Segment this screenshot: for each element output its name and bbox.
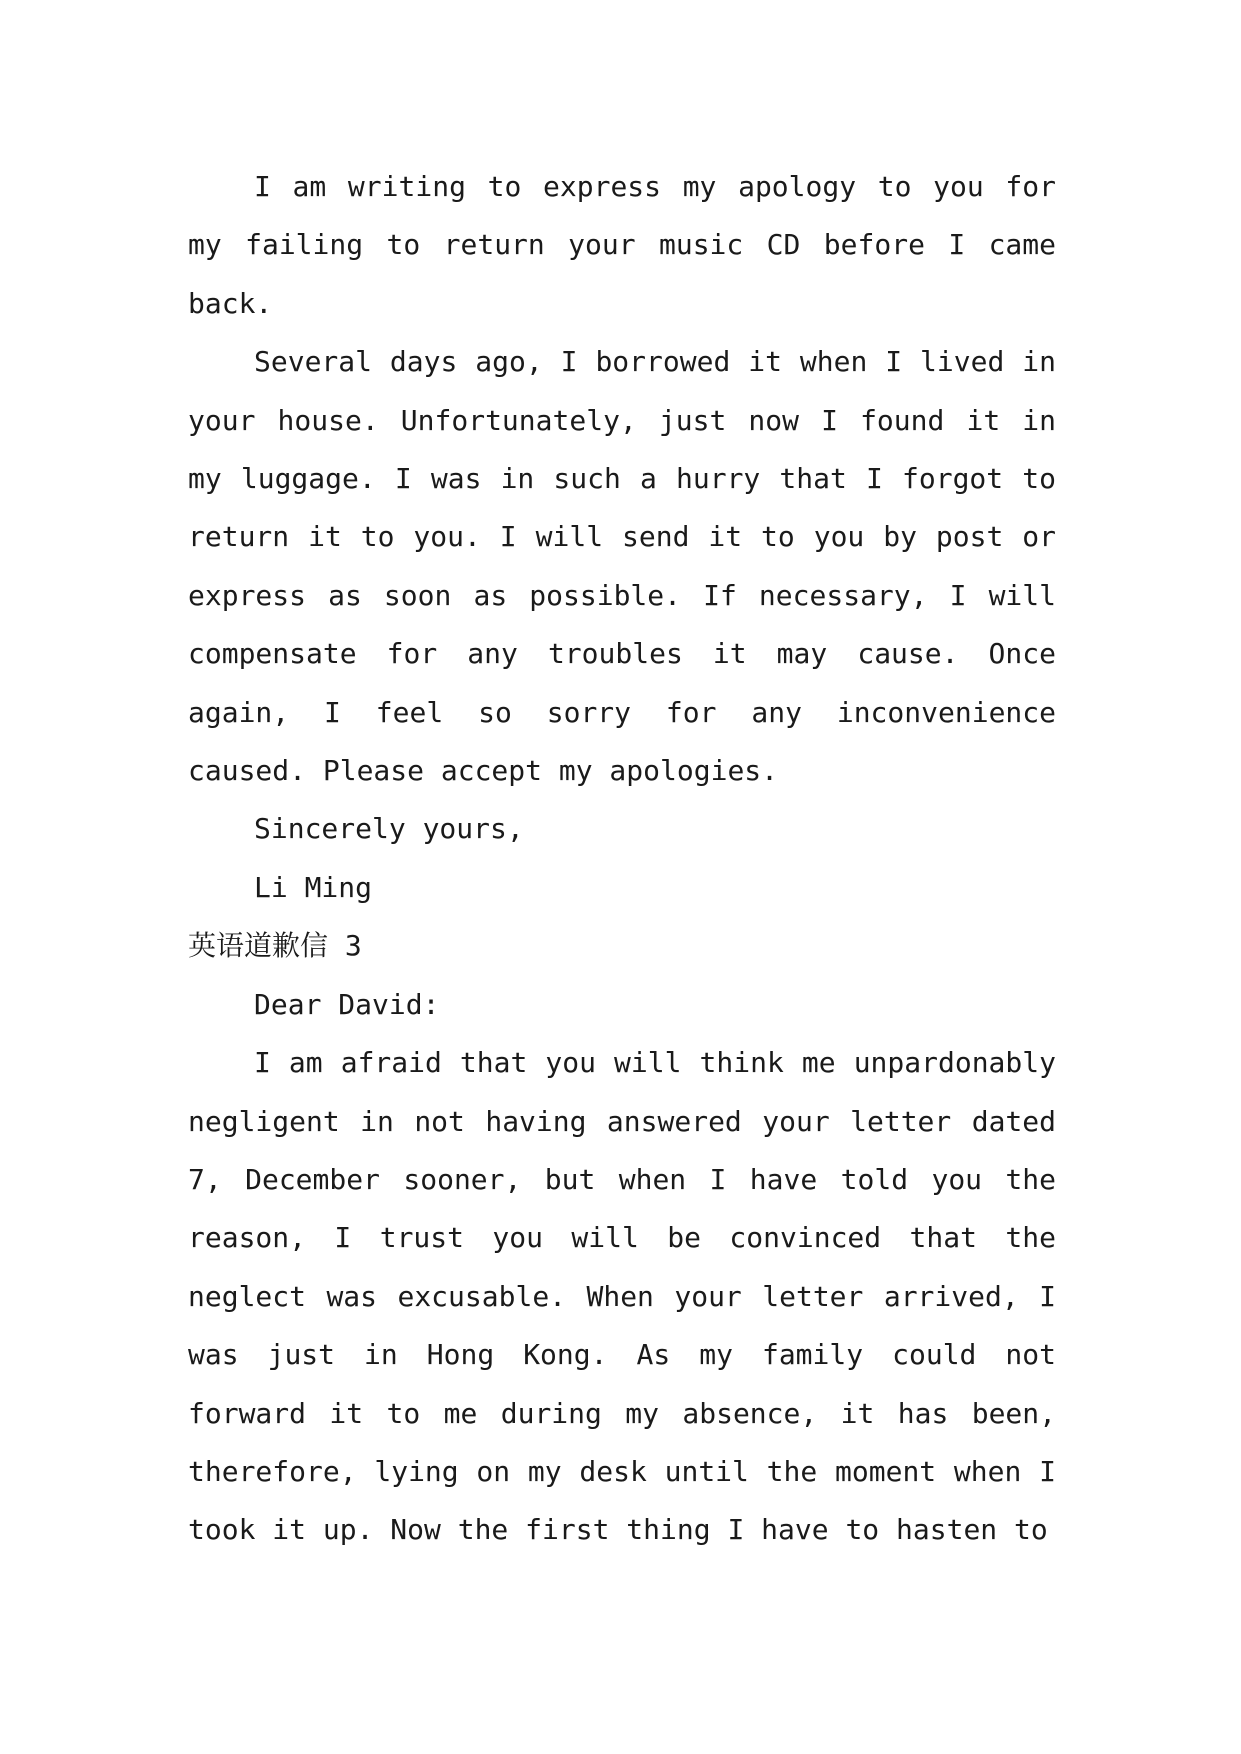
letter2-closing: Sincerely yours,	[254, 812, 524, 846]
letter3-paragraph-1: I am afraid that you will think me unpardonably negligent in not having answered your letter dated 7, December sooner, but when I have told you the reason, I trust you will be convinced that the neglect was excusable. When your letter arrived, I was just in Hong Kong. As my family could not forward it to me during my absence, it has been, therefore, lying on my desk until the moment when I took it up. Now the first thing I have to hasten to	[188, 1046, 1056, 1547]
letter3-heading: 英语道歉信 3	[188, 929, 362, 963]
letter3-salutation: Dear David:	[254, 987, 440, 1021]
letter2-paragraph-1: I am writing to express my apology to you for my failing to return your music CD before I came back.	[188, 170, 1056, 320]
letter2-signature: Li Ming	[254, 870, 373, 904]
document-page	[188, 158, 1056, 1560]
letter2-paragraph-2: Several days ago, I borrowed it when I lived in your house. Unfortunately, just now I found it in my luggage. I was in such a hurry that I forgot to return it to you. I will send it to you by post or express as soon as possible. If necessary, I will compensate for any troubles it may cause. Once again, I feel so sorry for any inconvenience caused. Please accept my apologies.	[188, 345, 1056, 788]
